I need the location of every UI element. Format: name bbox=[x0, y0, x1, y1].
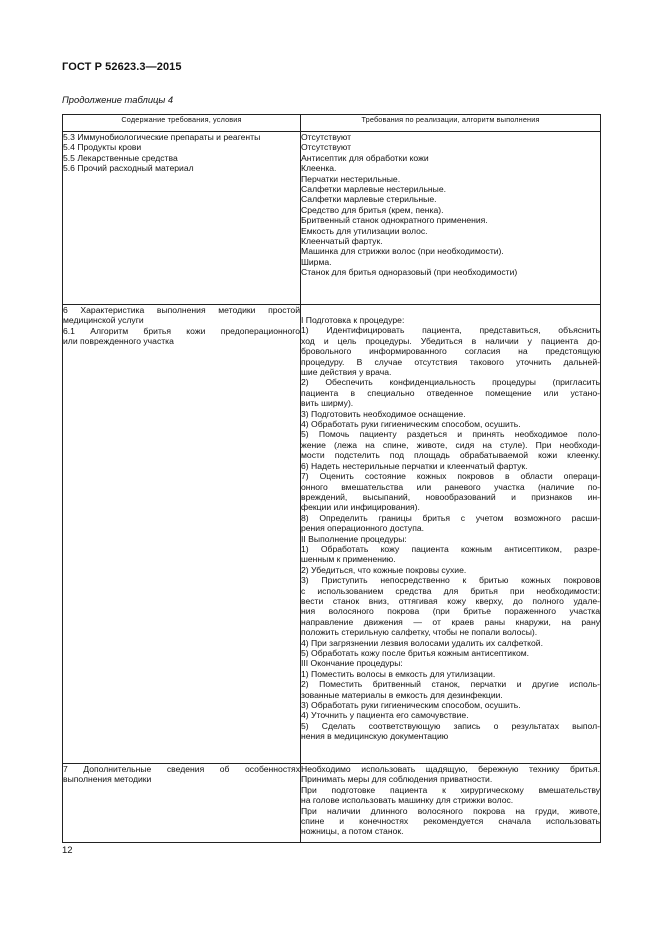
text-line: III Окончание процедуры: bbox=[301, 658, 403, 669]
text-line: 1) Обработать кожу пациента кожным антисептиком, разре- bbox=[301, 543, 600, 554]
text-line: Салфетки марлевые нестерильные. bbox=[301, 184, 447, 195]
text-line: Салфетки марлевые стерильные. bbox=[301, 194, 437, 205]
text-line: Машинка для стрижки волос (при необходимости). bbox=[301, 246, 504, 257]
text-line: Отсутствуют bbox=[301, 132, 352, 142]
text-line: 7) Оценить состояние кожных покровов в области операци- bbox=[301, 471, 600, 482]
text-line: 4) Уточнить у пациента его самочувствие. bbox=[301, 710, 469, 721]
text-line: 3) Подготовить необходимое оснащение. bbox=[301, 408, 466, 419]
text-line: Клеенчатый фартук. bbox=[301, 236, 383, 247]
text-line: Принимать меры для соблюдения приватности. bbox=[301, 774, 493, 785]
text-line: выполнения методики bbox=[63, 774, 152, 785]
text-line: вить ширму). bbox=[301, 398, 354, 409]
text-line: положить стерильную салфетку, чтобы не попали волосы). bbox=[301, 627, 538, 638]
table-row bbox=[63, 305, 601, 764]
table-caption: Продолжение таблицы 4 bbox=[62, 94, 174, 105]
requirements-table bbox=[62, 114, 601, 843]
text-line: Отсутствуют bbox=[301, 142, 352, 153]
text-line: II Выполнение процедуры: bbox=[301, 533, 407, 544]
text-line: 2) Обеспечить конфиденциальность процедуры (пригласить bbox=[301, 377, 600, 388]
page-number: 12 bbox=[62, 845, 73, 856]
text-line: 2) Убедиться, что кожные покровы сухие. bbox=[301, 564, 467, 575]
row-3-left-cell bbox=[63, 764, 301, 843]
text-line: ния волосяного покрова (при бритье пораженного участка bbox=[301, 606, 600, 617]
table-row bbox=[63, 132, 601, 305]
text-line: направление движения — от краев раны кнаружи, на рану bbox=[301, 616, 600, 627]
text-line: вреждений, высыпаний, новообразований и признаков ин- bbox=[301, 491, 600, 502]
text-line: фекции или инфицирования). bbox=[301, 502, 420, 513]
column-header-algorithm: Требования по реализации, алгоритм выполнения bbox=[301, 115, 601, 132]
text-line: зованные материалы в емкость для дезинфекции. bbox=[301, 689, 503, 700]
text-line: жение (лежа на спине, животе, сидя на стуле). При необходи- bbox=[301, 439, 600, 450]
text-line: медицинской услуги bbox=[63, 315, 144, 326]
text-line: Необходимо использовать щадящую, бережную технику бритья. bbox=[301, 764, 600, 774]
text-line: шенным к применению. bbox=[301, 554, 396, 565]
text-line: 5.6 Прочий расходный материал bbox=[63, 163, 194, 174]
text-line: 7 Дополнительные сведения об особенностях bbox=[63, 764, 300, 774]
text-line: 5) Помочь пациенту раздеться и принять необходимое поло- bbox=[301, 429, 600, 440]
text-line: 5) Сделать соответствующую запись о результатах выпол- bbox=[301, 720, 600, 731]
text-line: 5.5 Лекарственные средства bbox=[63, 152, 178, 163]
text-line: 3) Приступить непосредственно к бритью кожных покровов bbox=[301, 575, 600, 586]
text-line: 4) При загрязнении лезвия волосами удалить их салфеткой. bbox=[301, 637, 543, 648]
text-line: Антисептик для обработки кожи bbox=[301, 152, 429, 163]
text-line: онного вмешательства или раневого участка (наличие по- bbox=[301, 481, 600, 492]
text-line: Бритвенный станок однократного применения. bbox=[301, 215, 488, 226]
text-line: с использованием средства для бритья при необходимости: bbox=[301, 585, 600, 596]
text-line: 8) Определить границы бритья с учетом возможного расши- bbox=[301, 512, 600, 523]
text-line: процедуру. В случае отсутствия такового уточнить дальней- bbox=[301, 356, 600, 367]
text-line: 5.4 Продукты крови bbox=[63, 142, 142, 153]
text-line: Емкость для утилизации волос. bbox=[301, 225, 428, 236]
text-line: мости подстелить под площадь обрабатываемой кожи клеенку. bbox=[301, 450, 600, 461]
text-line: Перчатки нестерильные. bbox=[301, 173, 401, 184]
text-line: спине и конечностях рекомендуется сначала использовать bbox=[301, 816, 600, 827]
text-line: Средство для бритья (крем, пенка). bbox=[301, 204, 444, 215]
row-2-right-cell bbox=[301, 305, 601, 764]
text-line: 6 Характеристика выполнения методики простой bbox=[63, 305, 300, 315]
text-line: рения операционного доступа. bbox=[301, 523, 425, 534]
column-header-requirements: Содержание требования, условия bbox=[63, 115, 301, 132]
text-line: 3) Обработать руки гигиеническим способом, осушить. bbox=[301, 700, 521, 711]
text-line: При подготовке пациента к хирургическому вмешательству bbox=[301, 784, 600, 795]
table-row bbox=[63, 764, 601, 843]
text-line: на голове использовать машинку для стрижки волос. bbox=[301, 795, 514, 806]
text-line: шие действия у врача. bbox=[301, 367, 392, 378]
text-line: пациента в специально отведенное помещение или устано- bbox=[301, 387, 600, 398]
row-3-right-cell bbox=[301, 764, 601, 843]
row-1-right-cell bbox=[301, 132, 601, 305]
text-line: нения в медицинскую документацию bbox=[301, 731, 449, 742]
text-line: бровольного информированного согласия на предстоящую bbox=[301, 346, 600, 357]
text-line: 1) Поместить волосы в емкость для утилизации. bbox=[301, 668, 496, 679]
text-line: При наличии длинного волосяного покрова на груди, животе, bbox=[301, 805, 600, 816]
text-line: или поврежденного участка bbox=[63, 336, 174, 347]
row-1-left-cell bbox=[63, 132, 301, 305]
table-header-row bbox=[63, 115, 601, 132]
text-line: 5.3 Иммунобиологические препараты и реагенты bbox=[63, 132, 261, 142]
text-line: вести станок вниз, оттягивая кожу кверху, до полного удале- bbox=[301, 595, 600, 606]
text-line: 4) Обработать руки гигиеническим способом, осушить. bbox=[301, 419, 521, 430]
text-line: 1) Идентифицировать пациента, представиться, объяснить bbox=[301, 325, 600, 336]
text-line: 6.1 Алгоритм бритья кожи предоперационного bbox=[63, 325, 300, 336]
text-line: 6) Надеть нестерильные перчатки и клеенчатый фартук. bbox=[301, 460, 528, 471]
document-standard-id: ГОСТ Р 52623.3—2015 bbox=[62, 61, 182, 73]
text-line: I Подготовка к процедуре: bbox=[301, 315, 405, 325]
text-line: 5) Обработать кожу после бритья кожным антисептиком. bbox=[301, 648, 530, 658]
text-line: ход и цель процедуры. Убедиться в наличии у пациента до- bbox=[301, 335, 600, 346]
row-2-left-cell bbox=[63, 305, 301, 764]
text-line: ножницы, а потом станок. bbox=[301, 826, 404, 837]
text-line: 2) Поместить бритвенный станок, перчатки и другие исполь- bbox=[301, 679, 600, 690]
text-line: Ширма. bbox=[301, 256, 332, 267]
text-line: Клеенка. bbox=[301, 163, 337, 174]
text-line: Станок для бритья одноразовый (при необходимости) bbox=[301, 267, 518, 278]
